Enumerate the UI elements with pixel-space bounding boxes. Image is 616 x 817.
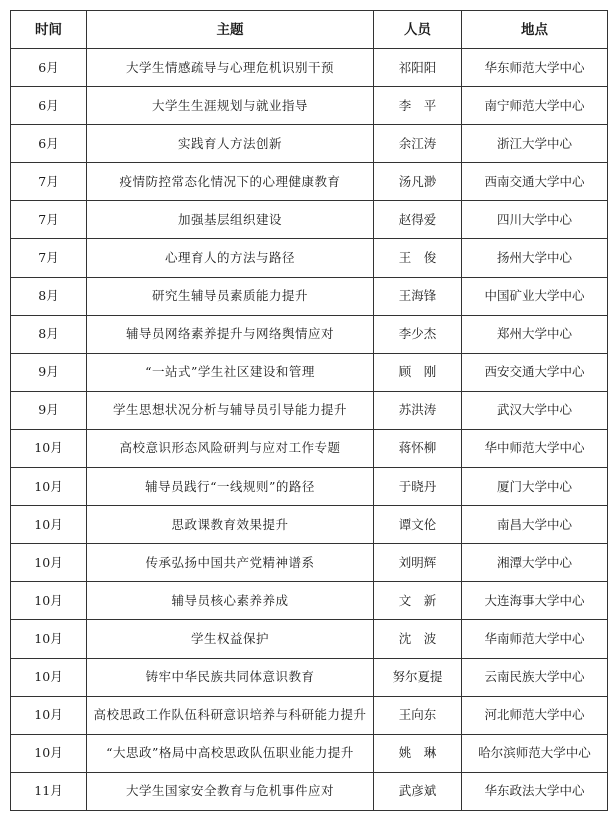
cell-topic: “一站式”学生社区建设和管理 bbox=[87, 353, 374, 391]
table-row bbox=[11, 544, 608, 582]
table-row bbox=[11, 468, 608, 506]
cell-topic: 加强基层组织建设 bbox=[87, 201, 374, 239]
cell-topic: 研究生辅导员素质能力提升 bbox=[87, 277, 374, 315]
cell-place: 华南师范大学中心 bbox=[462, 620, 608, 658]
cell-place: 河北师范大学中心 bbox=[462, 696, 608, 734]
cell-topic: 实践育人方法创新 bbox=[87, 125, 374, 163]
table-header-row bbox=[11, 11, 608, 49]
cell-time: 9月 bbox=[11, 391, 87, 429]
cell-place: 四川大学中心 bbox=[462, 201, 608, 239]
cell-time: 6月 bbox=[11, 49, 87, 87]
cell-place: 西安交通大学中心 bbox=[462, 353, 608, 391]
cell-person: 王向东 bbox=[374, 696, 462, 734]
cell-topic: 铸牢中华民族共同体意识教育 bbox=[87, 658, 374, 696]
cell-topic: 辅导员网络素养提升与网络舆情应对 bbox=[87, 315, 374, 353]
header-person: 人员 bbox=[374, 11, 462, 49]
header-place: 地点 bbox=[462, 11, 608, 49]
cell-person: 李少杰 bbox=[374, 315, 462, 353]
cell-time: 7月 bbox=[11, 163, 87, 201]
table-row bbox=[11, 506, 608, 544]
cell-person: 姚 琳 bbox=[374, 734, 462, 772]
cell-time: 6月 bbox=[11, 125, 87, 163]
cell-place: 大连海事大学中心 bbox=[462, 582, 608, 620]
cell-place: 华东师范大学中心 bbox=[462, 49, 608, 87]
cell-time: 10月 bbox=[11, 506, 87, 544]
cell-topic: 辅导员核心素养养成 bbox=[87, 582, 374, 620]
cell-person: 祁阳阳 bbox=[374, 49, 462, 87]
cell-time: 10月 bbox=[11, 734, 87, 772]
cell-place: 郑州大学中心 bbox=[462, 315, 608, 353]
cell-topic: 思政课教育效果提升 bbox=[87, 506, 374, 544]
cell-time: 6月 bbox=[11, 87, 87, 125]
cell-person: 蒋怀柳 bbox=[374, 429, 462, 467]
cell-place: 南宁师范大学中心 bbox=[462, 87, 608, 125]
table-row bbox=[11, 239, 608, 277]
cell-time: 7月 bbox=[11, 201, 87, 239]
cell-topic: 大学生生涯规划与就业指导 bbox=[87, 87, 374, 125]
cell-person: 谭文伦 bbox=[374, 506, 462, 544]
table-row bbox=[11, 734, 608, 772]
cell-person: 武彦斌 bbox=[374, 772, 462, 810]
cell-topic: 大学生国家安全教育与危机事件应对 bbox=[87, 772, 374, 810]
cell-time: 10月 bbox=[11, 544, 87, 582]
cell-topic: 辅导员践行“一线规则”的路径 bbox=[87, 468, 374, 506]
cell-time: 9月 bbox=[11, 353, 87, 391]
table-row bbox=[11, 429, 608, 467]
cell-topic: 高校意识形态风险研判与应对工作专题 bbox=[87, 429, 374, 467]
cell-person: 苏洪涛 bbox=[374, 391, 462, 429]
cell-place: 扬州大学中心 bbox=[462, 239, 608, 277]
table-row bbox=[11, 391, 608, 429]
cell-person: 文 新 bbox=[374, 582, 462, 620]
table-row bbox=[11, 87, 608, 125]
cell-person: 汤凡渺 bbox=[374, 163, 462, 201]
cell-topic: 大学生情感疏导与心理危机识别干预 bbox=[87, 49, 374, 87]
cell-topic: 学生思想状况分析与辅导员引导能力提升 bbox=[87, 391, 374, 429]
cell-place: 南昌大学中心 bbox=[462, 506, 608, 544]
cell-person: 顾 刚 bbox=[374, 353, 462, 391]
cell-time: 10月 bbox=[11, 696, 87, 734]
table-row bbox=[11, 582, 608, 620]
cell-topic: 心理育人的方法与路径 bbox=[87, 239, 374, 277]
cell-person: 沈 波 bbox=[374, 620, 462, 658]
cell-place: 华东政法大学中心 bbox=[462, 772, 608, 810]
cell-place: 浙江大学中心 bbox=[462, 125, 608, 163]
table-row bbox=[11, 772, 608, 810]
cell-time: 10月 bbox=[11, 582, 87, 620]
cell-place: 西南交通大学中心 bbox=[462, 163, 608, 201]
cell-person: 于晓丹 bbox=[374, 468, 462, 506]
cell-person: 努尔夏提 bbox=[374, 658, 462, 696]
cell-time: 10月 bbox=[11, 620, 87, 658]
table-row bbox=[11, 49, 608, 87]
table-row bbox=[11, 163, 608, 201]
cell-topic: 疫情防控常态化情况下的心理健康教育 bbox=[87, 163, 374, 201]
cell-person: 李 平 bbox=[374, 87, 462, 125]
cell-person: 王 俊 bbox=[374, 239, 462, 277]
table-row bbox=[11, 658, 608, 696]
cell-time: 8月 bbox=[11, 277, 87, 315]
header-time: 时间 bbox=[11, 11, 87, 49]
cell-place: 湘潭大学中心 bbox=[462, 544, 608, 582]
table-row bbox=[11, 315, 608, 353]
table-body bbox=[11, 49, 608, 811]
table-row bbox=[11, 277, 608, 315]
cell-place: 中国矿业大学中心 bbox=[462, 277, 608, 315]
cell-topic: 高校思政工作队伍科研意识培养与科研能力提升 bbox=[87, 696, 374, 734]
cell-time: 10月 bbox=[11, 658, 87, 696]
cell-place: 哈尔滨师范大学中心 bbox=[462, 734, 608, 772]
cell-topic: “大思政”格局中高校思政队伍职业能力提升 bbox=[87, 734, 374, 772]
table-row bbox=[11, 125, 608, 163]
cell-person: 刘明辉 bbox=[374, 544, 462, 582]
cell-place: 武汉大学中心 bbox=[462, 391, 608, 429]
cell-place: 云南民族大学中心 bbox=[462, 658, 608, 696]
cell-person: 赵得爱 bbox=[374, 201, 462, 239]
cell-time: 8月 bbox=[11, 315, 87, 353]
cell-time: 10月 bbox=[11, 429, 87, 467]
cell-person: 余江涛 bbox=[374, 125, 462, 163]
table-row bbox=[11, 353, 608, 391]
cell-person: 王海锋 bbox=[374, 277, 462, 315]
table-row bbox=[11, 696, 608, 734]
cell-time: 10月 bbox=[11, 468, 87, 506]
table-row bbox=[11, 201, 608, 239]
cell-topic: 传承弘扬中国共产党精神谱系 bbox=[87, 544, 374, 582]
cell-place: 华中师范大学中心 bbox=[462, 429, 608, 467]
cell-time: 11月 bbox=[11, 772, 87, 810]
cell-place: 厦门大学中心 bbox=[462, 468, 608, 506]
cell-time: 7月 bbox=[11, 239, 87, 277]
header-topic: 主题 bbox=[87, 11, 374, 49]
training-schedule-table bbox=[10, 10, 608, 811]
schedule-table-container bbox=[10, 10, 607, 811]
cell-topic: 学生权益保护 bbox=[87, 620, 374, 658]
table-row bbox=[11, 620, 608, 658]
